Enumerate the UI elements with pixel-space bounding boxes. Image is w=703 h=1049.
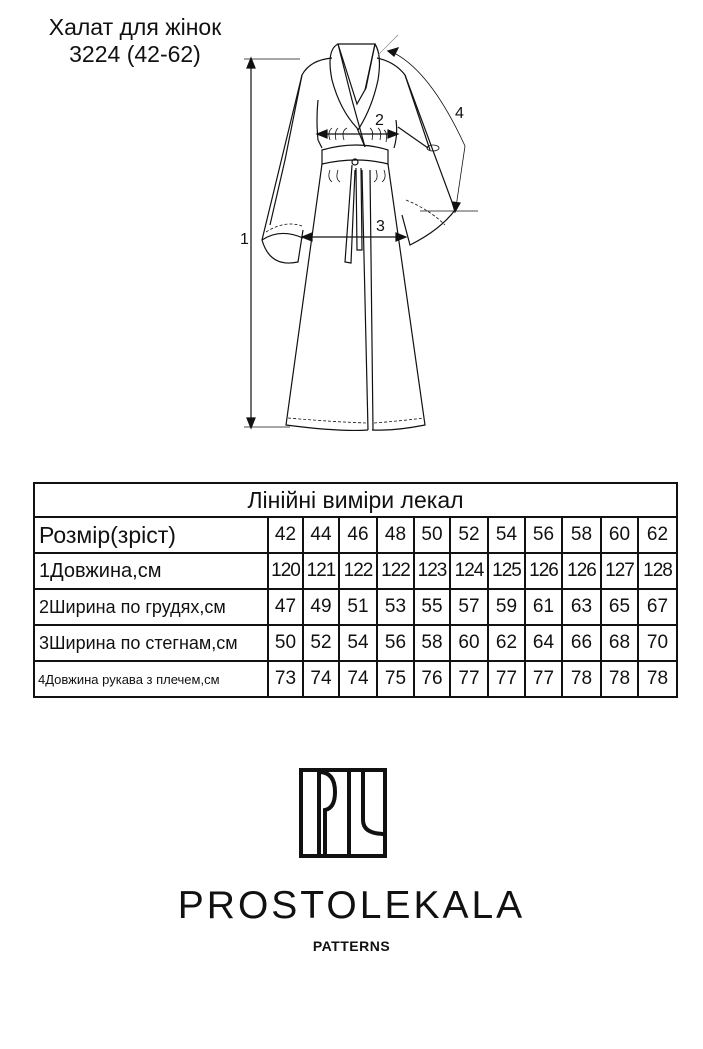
value-cell: 123 xyxy=(414,553,450,589)
table-caption: Лінійні виміри лекал xyxy=(34,483,677,517)
size-cell: 46 xyxy=(339,517,377,553)
value-cell: 126 xyxy=(525,553,562,589)
svg-text:2: 2 xyxy=(375,112,384,129)
value-cell: 77 xyxy=(450,661,488,697)
size-cell: 50 xyxy=(414,517,450,553)
value-cell: 52 xyxy=(303,625,339,661)
value-cell: 70 xyxy=(638,625,677,661)
value-cell: 57 xyxy=(450,589,488,625)
value-cell: 55 xyxy=(414,589,450,625)
size-header-row xyxy=(34,517,677,553)
value-cell: 56 xyxy=(377,625,414,661)
size-cell: 56 xyxy=(525,517,562,553)
size-cell: 54 xyxy=(488,517,525,553)
size-cell: 52 xyxy=(450,517,488,553)
size-cell: 44 xyxy=(303,517,339,553)
value-cell: 77 xyxy=(488,661,525,697)
table-caption-row xyxy=(34,483,677,517)
value-cell: 77 xyxy=(525,661,562,697)
size-cell: 60 xyxy=(601,517,638,553)
svg-text:4: 4 xyxy=(455,105,464,122)
value-cell: 47 xyxy=(268,589,303,625)
value-cell: 63 xyxy=(562,589,601,625)
size-cell: 58 xyxy=(562,517,601,553)
size-cell: 42 xyxy=(268,517,303,553)
table-row-sleeve xyxy=(34,661,677,697)
value-cell: 50 xyxy=(268,625,303,661)
robe-technical-sketch xyxy=(230,20,480,440)
measure-chest-arrow xyxy=(317,112,398,138)
value-cell: 73 xyxy=(268,661,303,697)
table-row-hips xyxy=(34,625,677,661)
value-cell: 67 xyxy=(638,589,677,625)
row-label: 1Довжина,см xyxy=(34,553,268,589)
svg-text:1: 1 xyxy=(240,231,249,248)
value-cell: 51 xyxy=(339,589,377,625)
value-cell: 76 xyxy=(414,661,450,697)
value-cell: 128 xyxy=(638,553,677,589)
value-cell: 125 xyxy=(488,553,525,589)
row-label: 2Ширина по грудях,см xyxy=(34,589,268,625)
value-cell: 49 xyxy=(303,589,339,625)
brand-tagline: PATTERNS xyxy=(312,938,391,954)
value-cell: 62 xyxy=(488,625,525,661)
size-cell: 48 xyxy=(377,517,414,553)
svg-text:3: 3 xyxy=(376,218,385,235)
value-cell: 78 xyxy=(638,661,677,697)
measure-sleeve-arrow xyxy=(378,35,478,212)
value-cell: 58 xyxy=(414,625,450,661)
value-cell: 64 xyxy=(525,625,562,661)
value-cell: 124 xyxy=(450,553,488,589)
table-row-length xyxy=(34,553,677,589)
value-cell: 54 xyxy=(339,625,377,661)
value-cell: 78 xyxy=(601,661,638,697)
value-cell: 74 xyxy=(303,661,339,697)
value-cell: 60 xyxy=(450,625,488,661)
title-line-1: Халат для жінок xyxy=(48,14,222,40)
pl-monogram-icon xyxy=(299,768,387,858)
value-cell: 75 xyxy=(377,661,414,697)
value-cell: 53 xyxy=(377,589,414,625)
value-cell: 59 xyxy=(488,589,525,625)
value-cell: 74 xyxy=(339,661,377,697)
value-cell: 122 xyxy=(377,553,414,589)
measure-hip-arrow xyxy=(302,218,406,241)
row-label: 4Довжина рукава з плечем,см xyxy=(34,661,268,697)
table-row-chest xyxy=(34,589,677,625)
value-cell: 120 xyxy=(268,553,303,589)
value-cell: 68 xyxy=(601,625,638,661)
value-cell: 66 xyxy=(562,625,601,661)
value-cell: 127 xyxy=(601,553,638,589)
value-cell: 61 xyxy=(525,589,562,625)
value-cell: 121 xyxy=(303,553,339,589)
size-cell: 62 xyxy=(638,517,677,553)
measurements-table xyxy=(33,482,678,698)
brand-name: PROSTOLEKALA xyxy=(177,884,526,927)
row-label: 3Ширина по стегнам,см xyxy=(34,625,268,661)
document-title xyxy=(20,14,250,68)
value-cell: 122 xyxy=(339,553,377,589)
value-cell: 126 xyxy=(562,553,601,589)
measure-length-arrow xyxy=(240,58,300,428)
size-header-label: Розмір(зріст) xyxy=(34,517,268,553)
title-line-2: 3224 (42-62) xyxy=(69,41,201,67)
value-cell: 78 xyxy=(562,661,601,697)
value-cell: 65 xyxy=(601,589,638,625)
